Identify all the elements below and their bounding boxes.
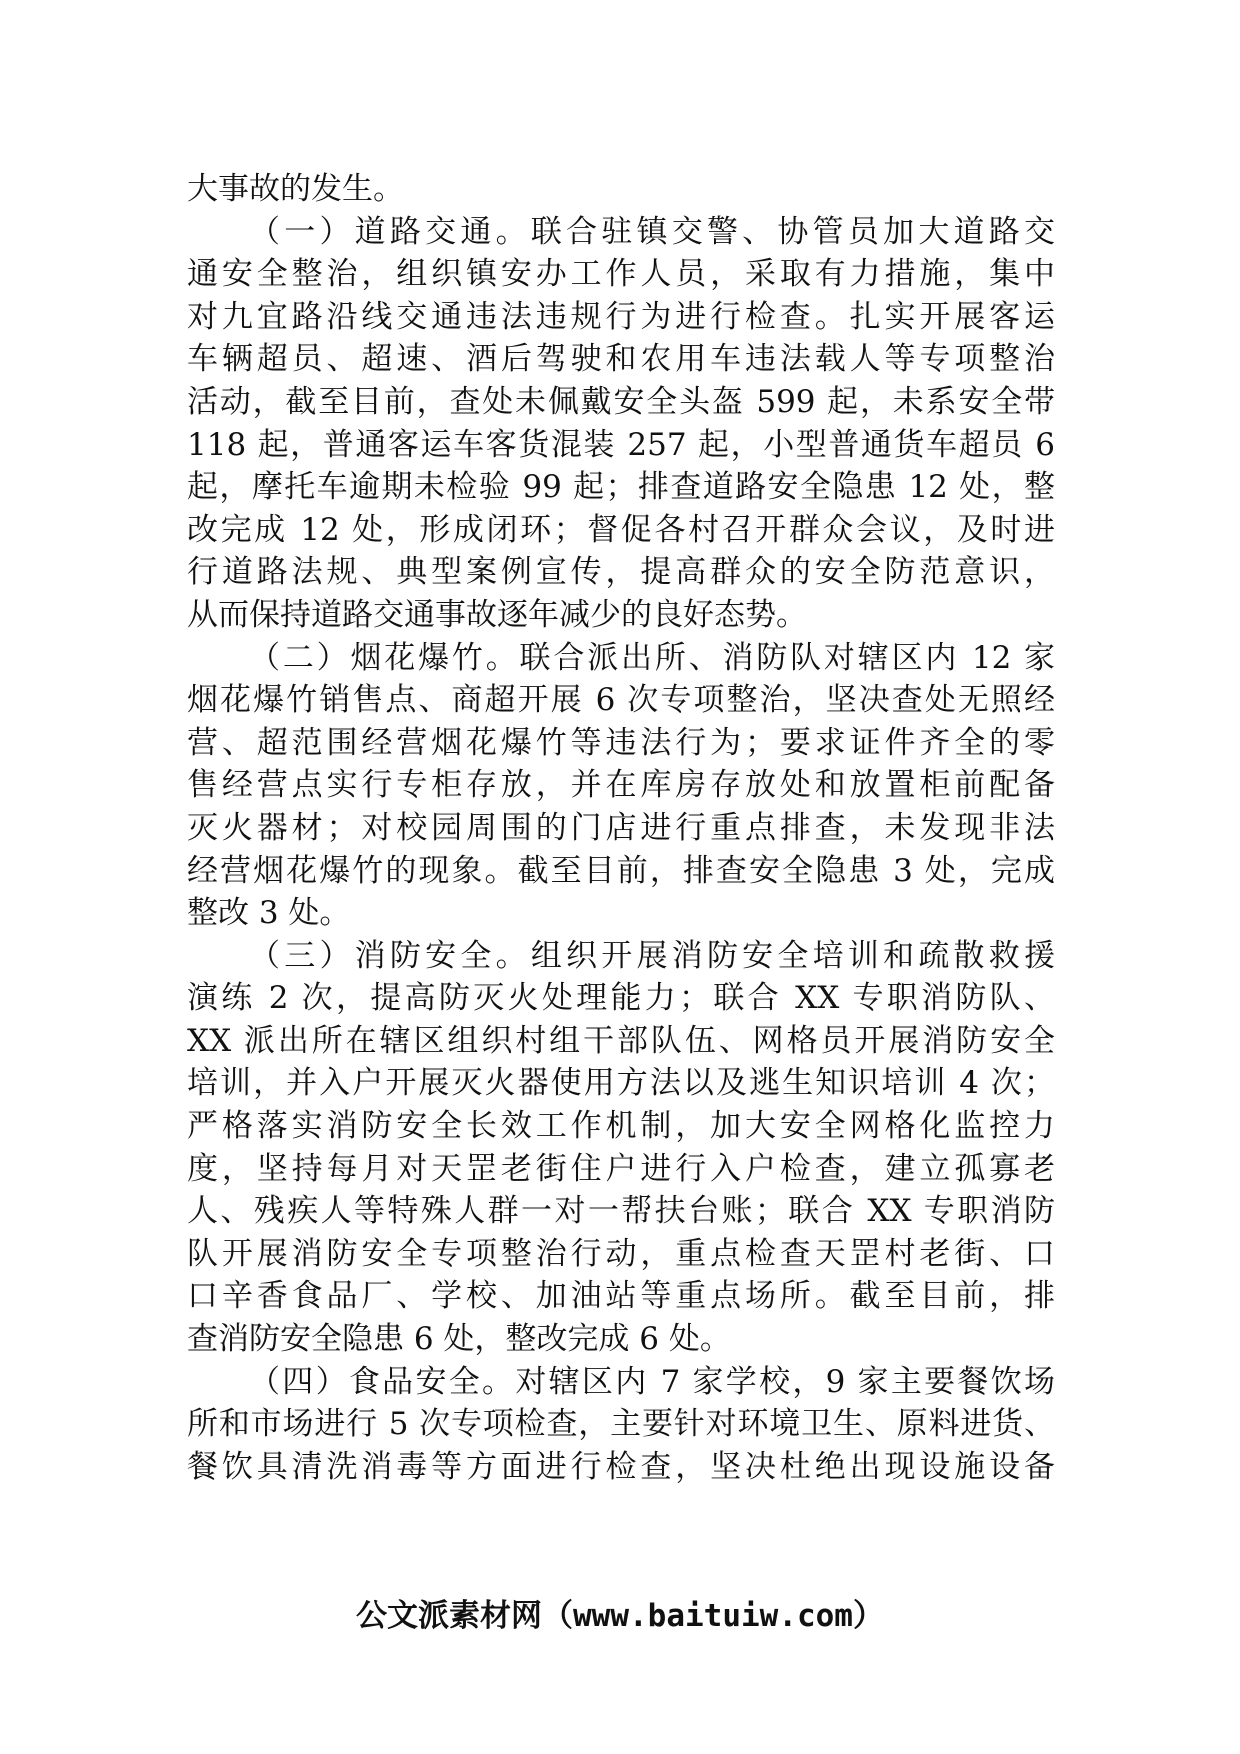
text-line: 灭火器材；对校园周围的门店进行重点排查，未发现非法 (187, 809, 1055, 846)
text-line: 118 起，普通客运车客货混装 257 起，小型普通货车超员 6 (187, 426, 1055, 463)
text-line: 大事故的发生。 (187, 171, 404, 207)
text-line: 通安全整治，组织镇安办工作人员，采取有力措施，集中 (187, 256, 1055, 293)
text-line: 演练 2 次，提高防灭火处理能力；联合 XX 专职消防队、 (187, 980, 1055, 1017)
text-line: 售经营点实行专柜存放，并在库房存放处和放置柜前配备 (187, 767, 1055, 804)
document-body (187, 168, 1055, 1488)
text-line: 营、超范围经营烟花爆竹等违法行为；要求证件齐全的零 (187, 724, 1055, 761)
text-line: 人、残疾人等特殊人群一对一帮扶台账；联合 XX 专职消防 (187, 1193, 1055, 1230)
text-line: 对九宜路沿线交通违法违规行为进行检查。扎实开展客运 (187, 298, 1055, 335)
watermark-footer: 公文派素材网（www.baituiw.com） (356, 1598, 884, 1634)
text-line: 度，坚持每月对天罡老街住户进行入户检查，建立孤寡老 (187, 1150, 1055, 1187)
text-line: 改完成 12 处，形成闭环；督促各村召开群众会议，及时进 (187, 511, 1055, 548)
text-line: 经营烟花爆竹的现象。截至目前，排查安全隐患 3 处，完成 (187, 852, 1055, 889)
text-line: 查消防安全隐患 6 处，整改完成 6 处。 (187, 1321, 731, 1358)
text-line: 起，摩托车逾期未检验 99 起；排查道路安全隐患 12 处，整 (187, 469, 1055, 506)
paragraph-first-line: （一）道路交通。联合驻镇交警、协管员加大道路交 (249, 213, 1055, 250)
paragraph-first-line: （三）消防安全。组织开展消防安全培训和疏散救援 (249, 937, 1055, 974)
text-line: 从而保持道路交通事故逐年减少的良好态势。 (187, 596, 807, 633)
text-line: 队开展消防安全专项整治行动，重点检查天罡村老街、口 (187, 1235, 1055, 1272)
text-line: 餐饮具清洗消毒等方面进行检查，坚决杜绝出现设施设备 (187, 1448, 1055, 1485)
text-line: 口辛香食品厂、学校、加油站等重点场所。截至目前，排 (187, 1278, 1055, 1315)
text-line: XX 派出所在辖区组织村组干部队伍、网格员开展消防安全 (187, 1022, 1055, 1059)
paragraph-first-line: （四）食品安全。对辖区内 7 家学校，9 家主要餐饮场 (249, 1363, 1055, 1400)
text-line: 所和市场进行 5 次专项检查，主要针对环境卫生、原料进货、 (187, 1406, 1055, 1443)
text-line: 活动，截至目前，查处未佩戴安全头盔 599 起，未系安全带 (187, 383, 1055, 420)
paragraph-first-line: （二）烟花爆竹。联合派出所、消防队对辖区内 12 家 (249, 639, 1055, 676)
text-line: 培训，并入户开展灭火器使用方法以及逃生知识培训 4 次； (187, 1065, 1055, 1102)
text-line: 行道路法规、典型案例宣传，提高群众的安全防范意识， (187, 554, 1055, 591)
text-line: 烟花爆竹销售点、商超开展 6 次专项整治，坚决查处无照经 (187, 682, 1055, 719)
text-line: 整改 3 处。 (187, 895, 351, 932)
text-line: 严格落实消防安全长效工作机制，加大安全网格化监控力 (187, 1108, 1055, 1145)
text-line: 车辆超员、超速、酒后驾驶和农用车违法载人等专项整治 (187, 341, 1055, 378)
